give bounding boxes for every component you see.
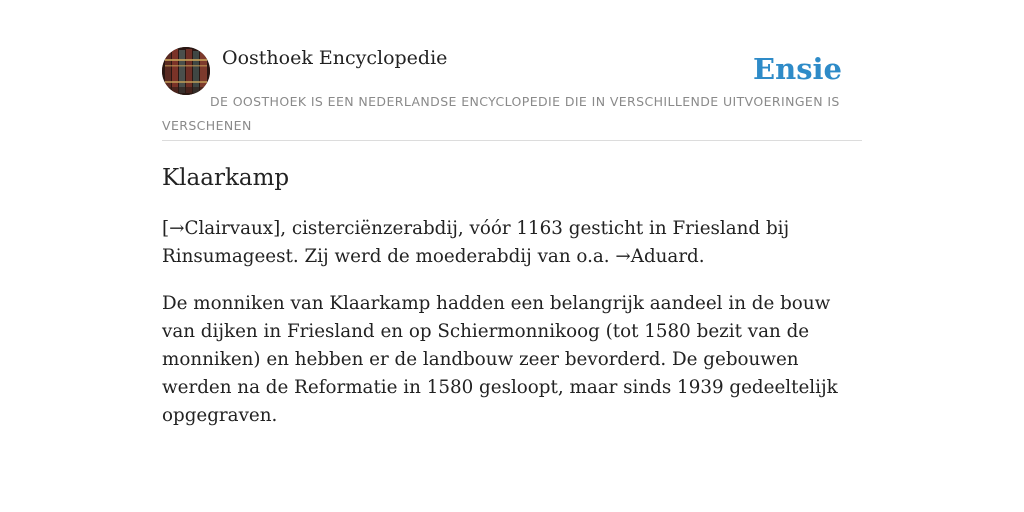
site-title[interactable]: Oosthoek Encyclopedie [222, 47, 448, 69]
encyclopedia-books-icon[interactable] [162, 47, 210, 95]
article [162, 160, 864, 430]
brand-logo[interactable]: Ensie [753, 52, 842, 86]
article-paragraph: De monniken van Klaarkamp hadden een belangrijk aandeel in de bouw van dijken in Friesland en op Schiermonnikoog (tot 1580 bezit van de monniken) en hebben er de landbouw zeer bevorderd. De gebouwen werden na de Reformatie in 1580 gesloopt, maar sinds 1939 gedeeltelijk opgegraven. [162, 293, 838, 426]
article-paragraph: [→Clairvaux], cisterciënzerabdij, vóór 1163 gesticht in Friesland bij Rinsumageest. Zij werd de moederabdij van o.a. →Aduard. [162, 218, 790, 267]
site-tagline: DE OOSTHOEK IS EEN NEDERLANDSE ENCYCLOPEDIE DIE IN VERSCHILLENDE UITVOERINGEN IS VERSCHENEN [162, 94, 840, 133]
article-title: Klaarkamp [162, 165, 290, 191]
site-header [162, 46, 862, 141]
